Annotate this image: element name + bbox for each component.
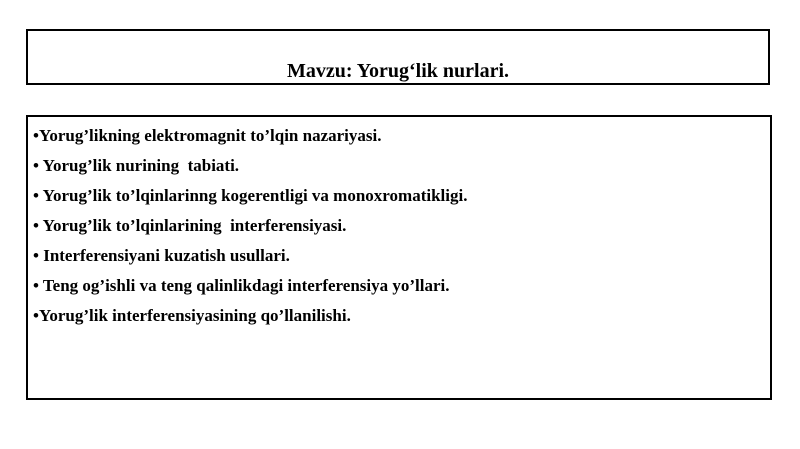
title-box [26, 29, 770, 85]
bullet-item: • Yorug’lik to’lqinlarinng kogerentligi va monoxromatikligi. [33, 186, 468, 205]
bullet-item: • Interferensiyani kuzatish usullari. [33, 246, 290, 265]
bullet-item: •Yorug’likning elektromagnit to’lqin nazariyasi. [33, 126, 382, 145]
bullet-item: • Yorug’lik to’lqinlarining interferensiyasi. [33, 216, 347, 235]
slide-title: Mavzu: Yorug‘lik nurlari. [286, 60, 510, 82]
bullet-item: • Teng og’ishli va teng qalinlikdagi interferensiya yo’llari. [33, 276, 450, 295]
bullet-item: •Yorug’lik interferensiyasining qo’llanilishi. [33, 306, 351, 325]
bullet-item: • Yorug’lik nurining tabiati. [33, 156, 240, 175]
content-box [26, 115, 772, 400]
bullet-list [28, 117, 770, 331]
